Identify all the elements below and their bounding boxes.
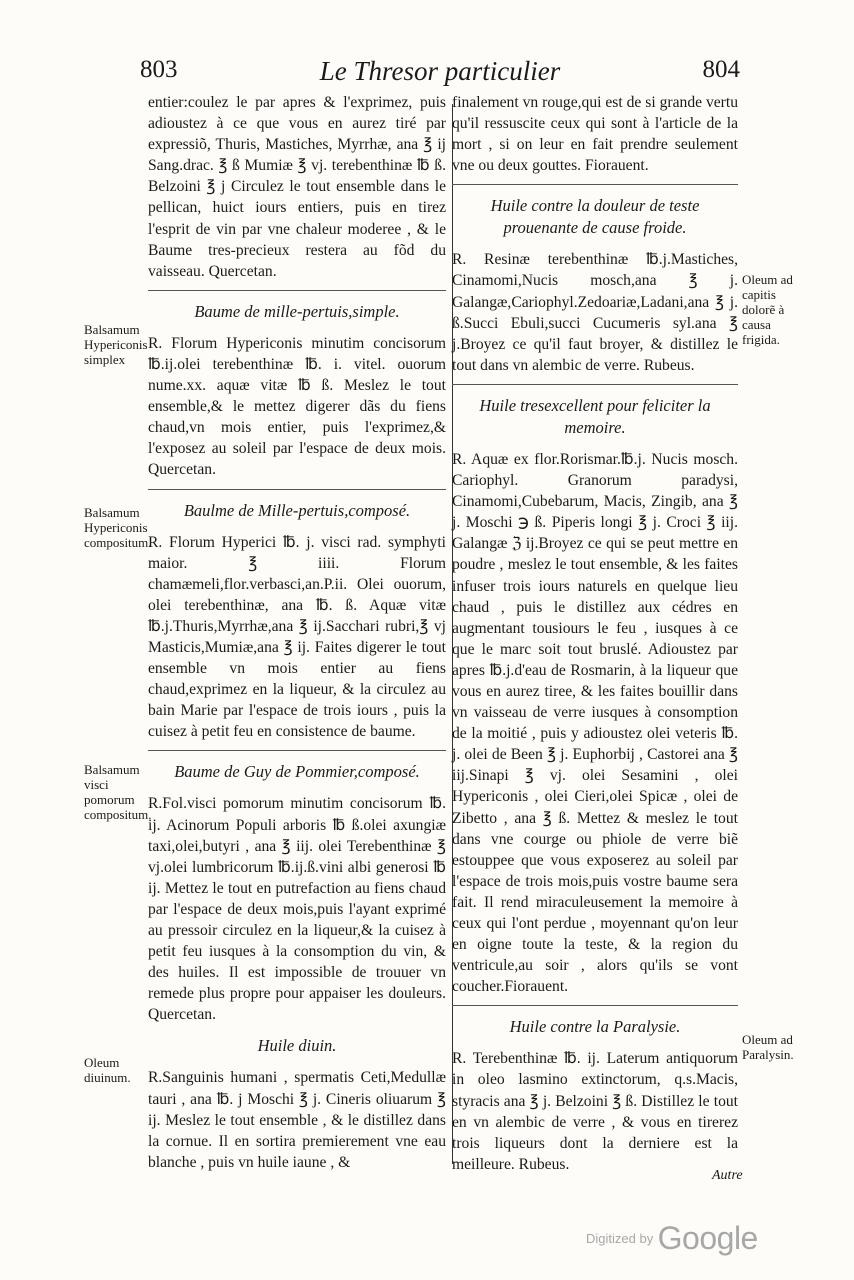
margin-note: Oleum ad capitis dolorẽ à causa frigida.: [742, 272, 793, 347]
section-heading: Baume de mille-pertuis,simple.: [194, 301, 400, 321]
recipe-paragraph: R. Florum Hypericonis minutim concisorum ℔.ij.olei terebenthinæ ℔. i. vitel. ouorum nume.xx. aquæ vitæ ℔ ß. Meslez le tout ensemble,& le mettez digerer dãs du fiens chaud,vn mois entier, puis l'exprimez,& l'exposez au soleil par l'espace de deux mois. Quercetan.: [148, 334, 446, 479]
margin-note: Oleum ad Paralysin.: [742, 1032, 794, 1062]
google-logo: Google: [657, 1220, 758, 1256]
section-heading: Baume de Guy de Pommier,composé.: [174, 762, 420, 782]
section-heading: Huile tresexcellent pour feliciter la memoire.: [479, 395, 711, 437]
catchword: Autre: [712, 1168, 743, 1183]
left-column: [148, 92, 446, 1173]
right-column: [452, 92, 738, 1175]
section-divider: [148, 489, 446, 490]
section-divider: [452, 1005, 738, 1006]
margin-note: Oleum diuinum.: [84, 1055, 131, 1085]
section-divider: [452, 384, 738, 385]
recipe-paragraph: R. Resinæ terebenthinæ ℔.j.Mastiches, Cinamomi,Nucis mosch,ana ℥ j. Galangæ,Cariophyl.Zedoariæ,Ladani,ana ℥ j. ß.Succi Ebuli,succi Cucumeris syl.ana ℥ j.Broyez ce qu'il faut broyer, & distillez le tout dans vn alembic de verre. Rubeus.: [452, 251, 738, 374]
page-number-right: 804: [702, 56, 740, 83]
recipe-paragraph: R. Florum Hyperici ℔. j. visci rad. symphyti maior. ℥ iiii. Florum chamæmeli,flor.verbasci,an.P.ii. Olei ouorum, olei terebenthinæ, ana ℔. ß. Aquæ vitæ ℔.j.Thuris,Myrrhæ,ana ℥ ij.Sacchari rubri,℥ vj Masticis,Mumiæ,ana ℥ ij. Faites digerer le tout ensemble vn mois entier au fiens chaud,exprimez en la liqueur, & la circulez au bain Marie par l'espace de trois iours , puis la cuisez à petit feu en consistence de baume.: [148, 533, 446, 741]
recipe-paragraph: R.Fol.visci pomorum minutim concisorum ℔. ij. Acinorum Populi arboris ℔ ß.olei axungiæ taxi,olei,butyri , ana ℥ iij. olei Terebenthinæ ℥ vj.olei lumbricorum ℔.ij.ß.vini albi generosi ℔ ij. Mettez le tout en putrefaction au fiens chaud par l'espace de deux mois,puis l'ayant exprimé au pressoir circulez en la liqueur,& la cuisez à petit feu iusques à la consomption du vin, & des huiles. Il est impossible de trouuer vn remede plus propre pour appaiser les douleurs. Quercetan.: [148, 795, 446, 1024]
recipe-paragraph: R. Terebenthinæ ℔. ij. Laterum antiquorum in oleo lasmino extinctorum, q.s.Macis, styracis ana ℥ j. Belzoini ℥ ß. Distillez le tout en vn alembic de verre , & vous en tirerez trois liqueurs dont la derniere est la meilleure. Rubeus.: [452, 1050, 738, 1173]
page-header: [140, 56, 740, 92]
left-intro-paragraph: entier:coulez le par apres & l'exprimez, puis adioustez à ce que vous en aurez tiré par expressiõ, Thuris, Mastiches, Myrrhæ, ana ℥ ij Sang.drac. ℥ ß Mumiæ ℥ vj. terebenthinæ ℔ ß. Belzoini ℥ j Circulez le tout ensemble dans le pellican, huict iours entiers, puis en tirez l'esprit de vin par vne chaleur moderee , & le Baume tres-precieux restera au fõd du vaisseau. Quercetan.: [148, 94, 446, 280]
margin-note: Balsamum visci pomorum compositum.: [84, 762, 152, 822]
right-intro-paragraph: finalement vn rouge,qui est de si grande vertu qu'il ressuscite ceux qui sont à l'article de la mort , si on leur en fait prendre seulement vne ou deux gouttes. Fiorauent.: [452, 94, 738, 175]
digitized-watermark: [586, 1220, 758, 1257]
section-divider: [148, 750, 446, 751]
margin-note: Balsamum Hypericonis compositum.: [84, 505, 152, 550]
section-divider: [148, 290, 446, 291]
page-number-left: 803: [140, 56, 178, 83]
section-heading: Huile diuin.: [257, 1036, 337, 1056]
watermark-prefix: Digitized by: [586, 1231, 654, 1246]
section-heading: Baulme de Mille-pertuis,composé.: [183, 500, 411, 520]
section-heading: Huile contre la douleur de teste prouenante de cause froide.: [490, 196, 700, 238]
section-divider: [452, 184, 738, 185]
section-heading: Huile contre la Paralysie.: [509, 1017, 681, 1037]
recipe-paragraph: R.Sanguinis humani , spermatis Ceti,Medullæ tauri , ana ℔. j Moschi ℥ j. Cineris oliuarum ℥ ij. Meslez le tout ensemble , & le distillez dans la cornue. Il en sortira premierement vne eau blanche , puis vn huile iaune , &: [148, 1069, 446, 1171]
recipe-paragraph: R. Aquæ ex flor.Rorismar.℔.j. Nucis mosch. Cariophyl. Granorum paradysi, Cinamomi,Cubebarum, Macis, Zingib, ana ℥ j. Moschi ℈ ß. Piperis longi ℥ j. Croci ℥ iij. Galangæ ℨ ij.Broyez ce qui se peut mettre en poudre , meslez le tout ensemble, & les faites infuser trois iours naturels en quelque lieu chaud , puis le distillez aux cédres en augmentant tousiours le feu , iusques à ce que le marc soit tout bruslé. Adioustez par apres ℔.j.d'eau de Rosmarin, à la liqueur que vous en aurez tiree, & les faites bouillir dans vn vaisseau de verre iusques à consomption de la moitié , puis y adioustez olei veteris ℔. j. olei de Been ℥ j. Euphorbij , Castorei ana ℥ iij.Sinapi ℥ vj. olei Sesamini , olei Hypericonis , olei Cieri,olei Spicæ , olei de Zibetto , ana ℥ ß. Mettez & meslez le tout dans vne courge ou phiole de verre biẽ estouppee que vous exposerez au soleil par l'espace de trois mois,puis vostre baume sera fait. Il rend miraculeusement la memoire à ceux qui l'ont perdue , moyennant qu'on leur en oigne toute la teste, & la region du ventricule,au soir , alors qu'ils se vont coucher.Fiorauent.: [452, 450, 738, 996]
margin-note: Balsamum Hypericonis simplex: [84, 322, 148, 367]
running-title: Le Thresor particulier: [319, 56, 561, 86]
